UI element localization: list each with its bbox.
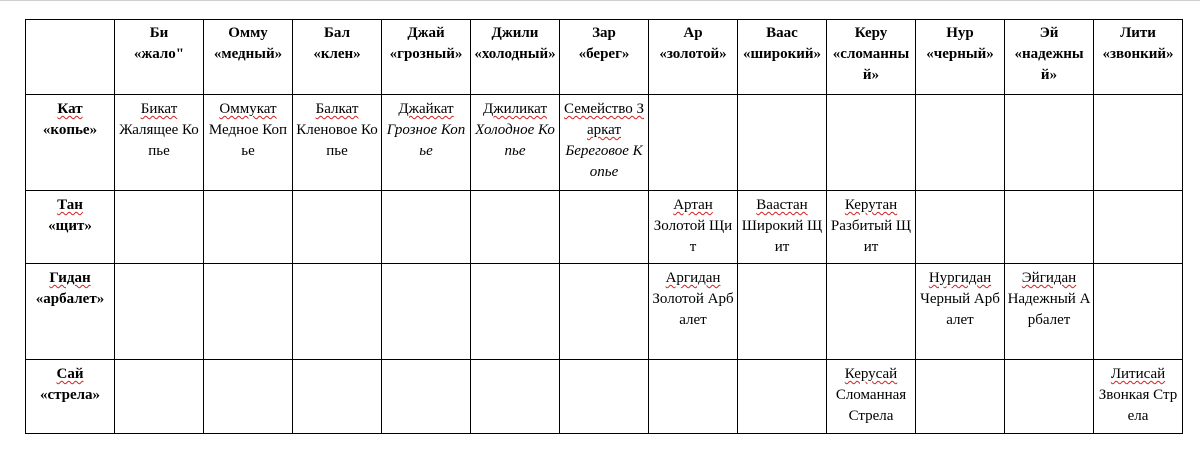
table-cell <box>827 264 916 360</box>
table-row <box>26 264 1183 360</box>
column-name: Лити <box>1120 25 1156 41</box>
column-meaning: «золотой» <box>659 46 727 62</box>
cell-translation: Жалящее Копье <box>119 122 199 159</box>
cell-word: Эйгидан <box>1021 270 1077 286</box>
column-name: Бал <box>324 25 350 41</box>
cell-translation: Холодное Копье <box>475 122 555 159</box>
table-cell <box>293 95 382 191</box>
table-cell <box>916 191 1005 264</box>
row-name: Гидан <box>49 270 91 286</box>
table-cell <box>1094 264 1183 360</box>
cell-word: Балкат <box>315 101 359 117</box>
table-cell <box>204 360 293 434</box>
table-cell <box>382 360 471 434</box>
cell-word: Нургидан <box>928 270 992 286</box>
table-cell <box>471 191 560 264</box>
row-meaning: «арбалет» <box>35 291 105 307</box>
cell-word: Артан <box>673 197 713 213</box>
table-cell <box>471 264 560 360</box>
word-table <box>25 19 1183 434</box>
page-top-border <box>0 0 1200 1</box>
column-name: Нур <box>946 25 974 41</box>
table-cell <box>204 95 293 191</box>
column-meaning: «жало" <box>133 46 185 62</box>
column-header-bi <box>115 20 204 95</box>
table-cell <box>204 191 293 264</box>
row-meaning: «стрела» <box>39 387 101 403</box>
table-cell <box>827 191 916 264</box>
cell-translation: Надежный Арбалет <box>1007 291 1091 328</box>
table-cell <box>827 360 916 434</box>
table-cell <box>916 95 1005 191</box>
cell-word: Керусай <box>844 366 898 382</box>
column-meaning: «широкий» <box>742 46 822 62</box>
table-cell <box>382 191 471 264</box>
table-cell <box>1094 360 1183 434</box>
column-header-ei <box>1005 20 1094 95</box>
table-cell <box>382 95 471 191</box>
table-cell <box>1005 95 1094 191</box>
table-cell <box>560 95 649 191</box>
table-cell <box>827 95 916 191</box>
cell-translation: Грозное Копье <box>386 122 466 159</box>
cell-word: Оммукат <box>219 101 277 117</box>
table-row <box>26 95 1183 191</box>
table-cell <box>293 191 382 264</box>
table-cell <box>738 191 827 264</box>
column-meaning: «берег» <box>578 46 630 62</box>
table-cell <box>649 191 738 264</box>
cell-translation: Широкий Щит <box>741 218 823 255</box>
table-cell <box>382 264 471 360</box>
cell-word: Аргидан <box>665 270 721 286</box>
cell-word: Ваастан <box>756 197 808 213</box>
cell-translation: Медное Копье <box>208 122 288 159</box>
table-cell <box>471 360 560 434</box>
cell-translation: Кленовое Копье <box>296 122 378 159</box>
column-meaning: «грозный» <box>389 46 463 62</box>
row-meaning: «копье» <box>42 122 98 138</box>
column-name: Керу <box>854 25 888 41</box>
table-cell <box>649 264 738 360</box>
table-cell <box>649 360 738 434</box>
table-cell <box>115 95 204 191</box>
column-header-zar <box>560 20 649 95</box>
column-meaning: «надежный» <box>1014 46 1084 83</box>
table-cell <box>471 95 560 191</box>
column-header-bal <box>293 20 382 95</box>
column-header-liti <box>1094 20 1183 95</box>
cell-translation: Разбитый Щит <box>830 218 912 255</box>
row-meaning: «щит» <box>48 218 92 234</box>
table-cell <box>1005 360 1094 434</box>
column-header-keru <box>827 20 916 95</box>
table-cell <box>738 95 827 191</box>
column-meaning: «холодный» <box>474 46 556 62</box>
cell-word: Семейство Заркат <box>564 101 644 138</box>
row-header <box>26 360 115 434</box>
column-name: Эй <box>1039 25 1059 41</box>
table-cell <box>916 360 1005 434</box>
column-meaning: «черный» <box>926 46 994 62</box>
table-cell <box>738 360 827 434</box>
cell-word: Джиликат <box>482 101 548 117</box>
row-name: Тан <box>57 197 83 213</box>
column-header-jai <box>382 20 471 95</box>
cell-word: Бикат <box>140 101 178 117</box>
table-cell <box>115 360 204 434</box>
table-row <box>26 360 1183 434</box>
column-header-vaas <box>738 20 827 95</box>
table-cell <box>560 191 649 264</box>
column-name: Ваас <box>766 25 798 41</box>
row-name: Сай <box>56 366 84 382</box>
column-meaning: «звонкий» <box>1102 46 1174 62</box>
table-cell <box>293 360 382 434</box>
table-cell <box>649 95 738 191</box>
row-header <box>26 264 115 360</box>
table-cell <box>560 360 649 434</box>
column-name: Ар <box>683 25 703 41</box>
column-name: Джили <box>491 25 539 41</box>
table-cell <box>293 264 382 360</box>
table-cell <box>1094 191 1183 264</box>
corner-cell <box>26 20 115 95</box>
header-row <box>26 20 1183 95</box>
cell-word: Джайкат <box>398 101 454 117</box>
table-cell <box>1005 191 1094 264</box>
row-header <box>26 95 115 191</box>
table-cell <box>1094 95 1183 191</box>
table-cell <box>115 191 204 264</box>
cell-translation: Золотой Арбалет <box>652 291 734 328</box>
row-name: Кат <box>57 101 83 117</box>
row-header <box>26 191 115 264</box>
table-cell <box>560 264 649 360</box>
column-header-nur <box>916 20 1005 95</box>
cell-translation: Береговое Копье <box>565 143 643 180</box>
column-meaning: «клен» <box>313 46 361 62</box>
column-name: Би <box>149 25 169 41</box>
cell-translation: Золотой Щит <box>653 218 733 255</box>
column-meaning: «медный» <box>213 46 283 62</box>
table-cell <box>204 264 293 360</box>
cell-word: Керутан <box>844 197 898 213</box>
cell-translation: Сломанная Стрела <box>835 387 907 424</box>
table-cell <box>115 264 204 360</box>
table-cell <box>738 264 827 360</box>
column-header-jili <box>471 20 560 95</box>
column-name: Зар <box>592 25 616 41</box>
column-name: Джай <box>407 25 445 41</box>
column-header-ommu <box>204 20 293 95</box>
cell-translation: Звонкая Стрела <box>1098 387 1178 424</box>
column-meaning: «сломанный» <box>832 46 910 83</box>
cell-word: Литисай <box>1110 366 1166 382</box>
table-row <box>26 191 1183 264</box>
table-cell <box>1005 264 1094 360</box>
column-name: Омму <box>228 25 268 41</box>
table-cell <box>916 264 1005 360</box>
column-header-ar <box>649 20 738 95</box>
cell-translation: Черный Арбалет <box>920 291 1000 328</box>
